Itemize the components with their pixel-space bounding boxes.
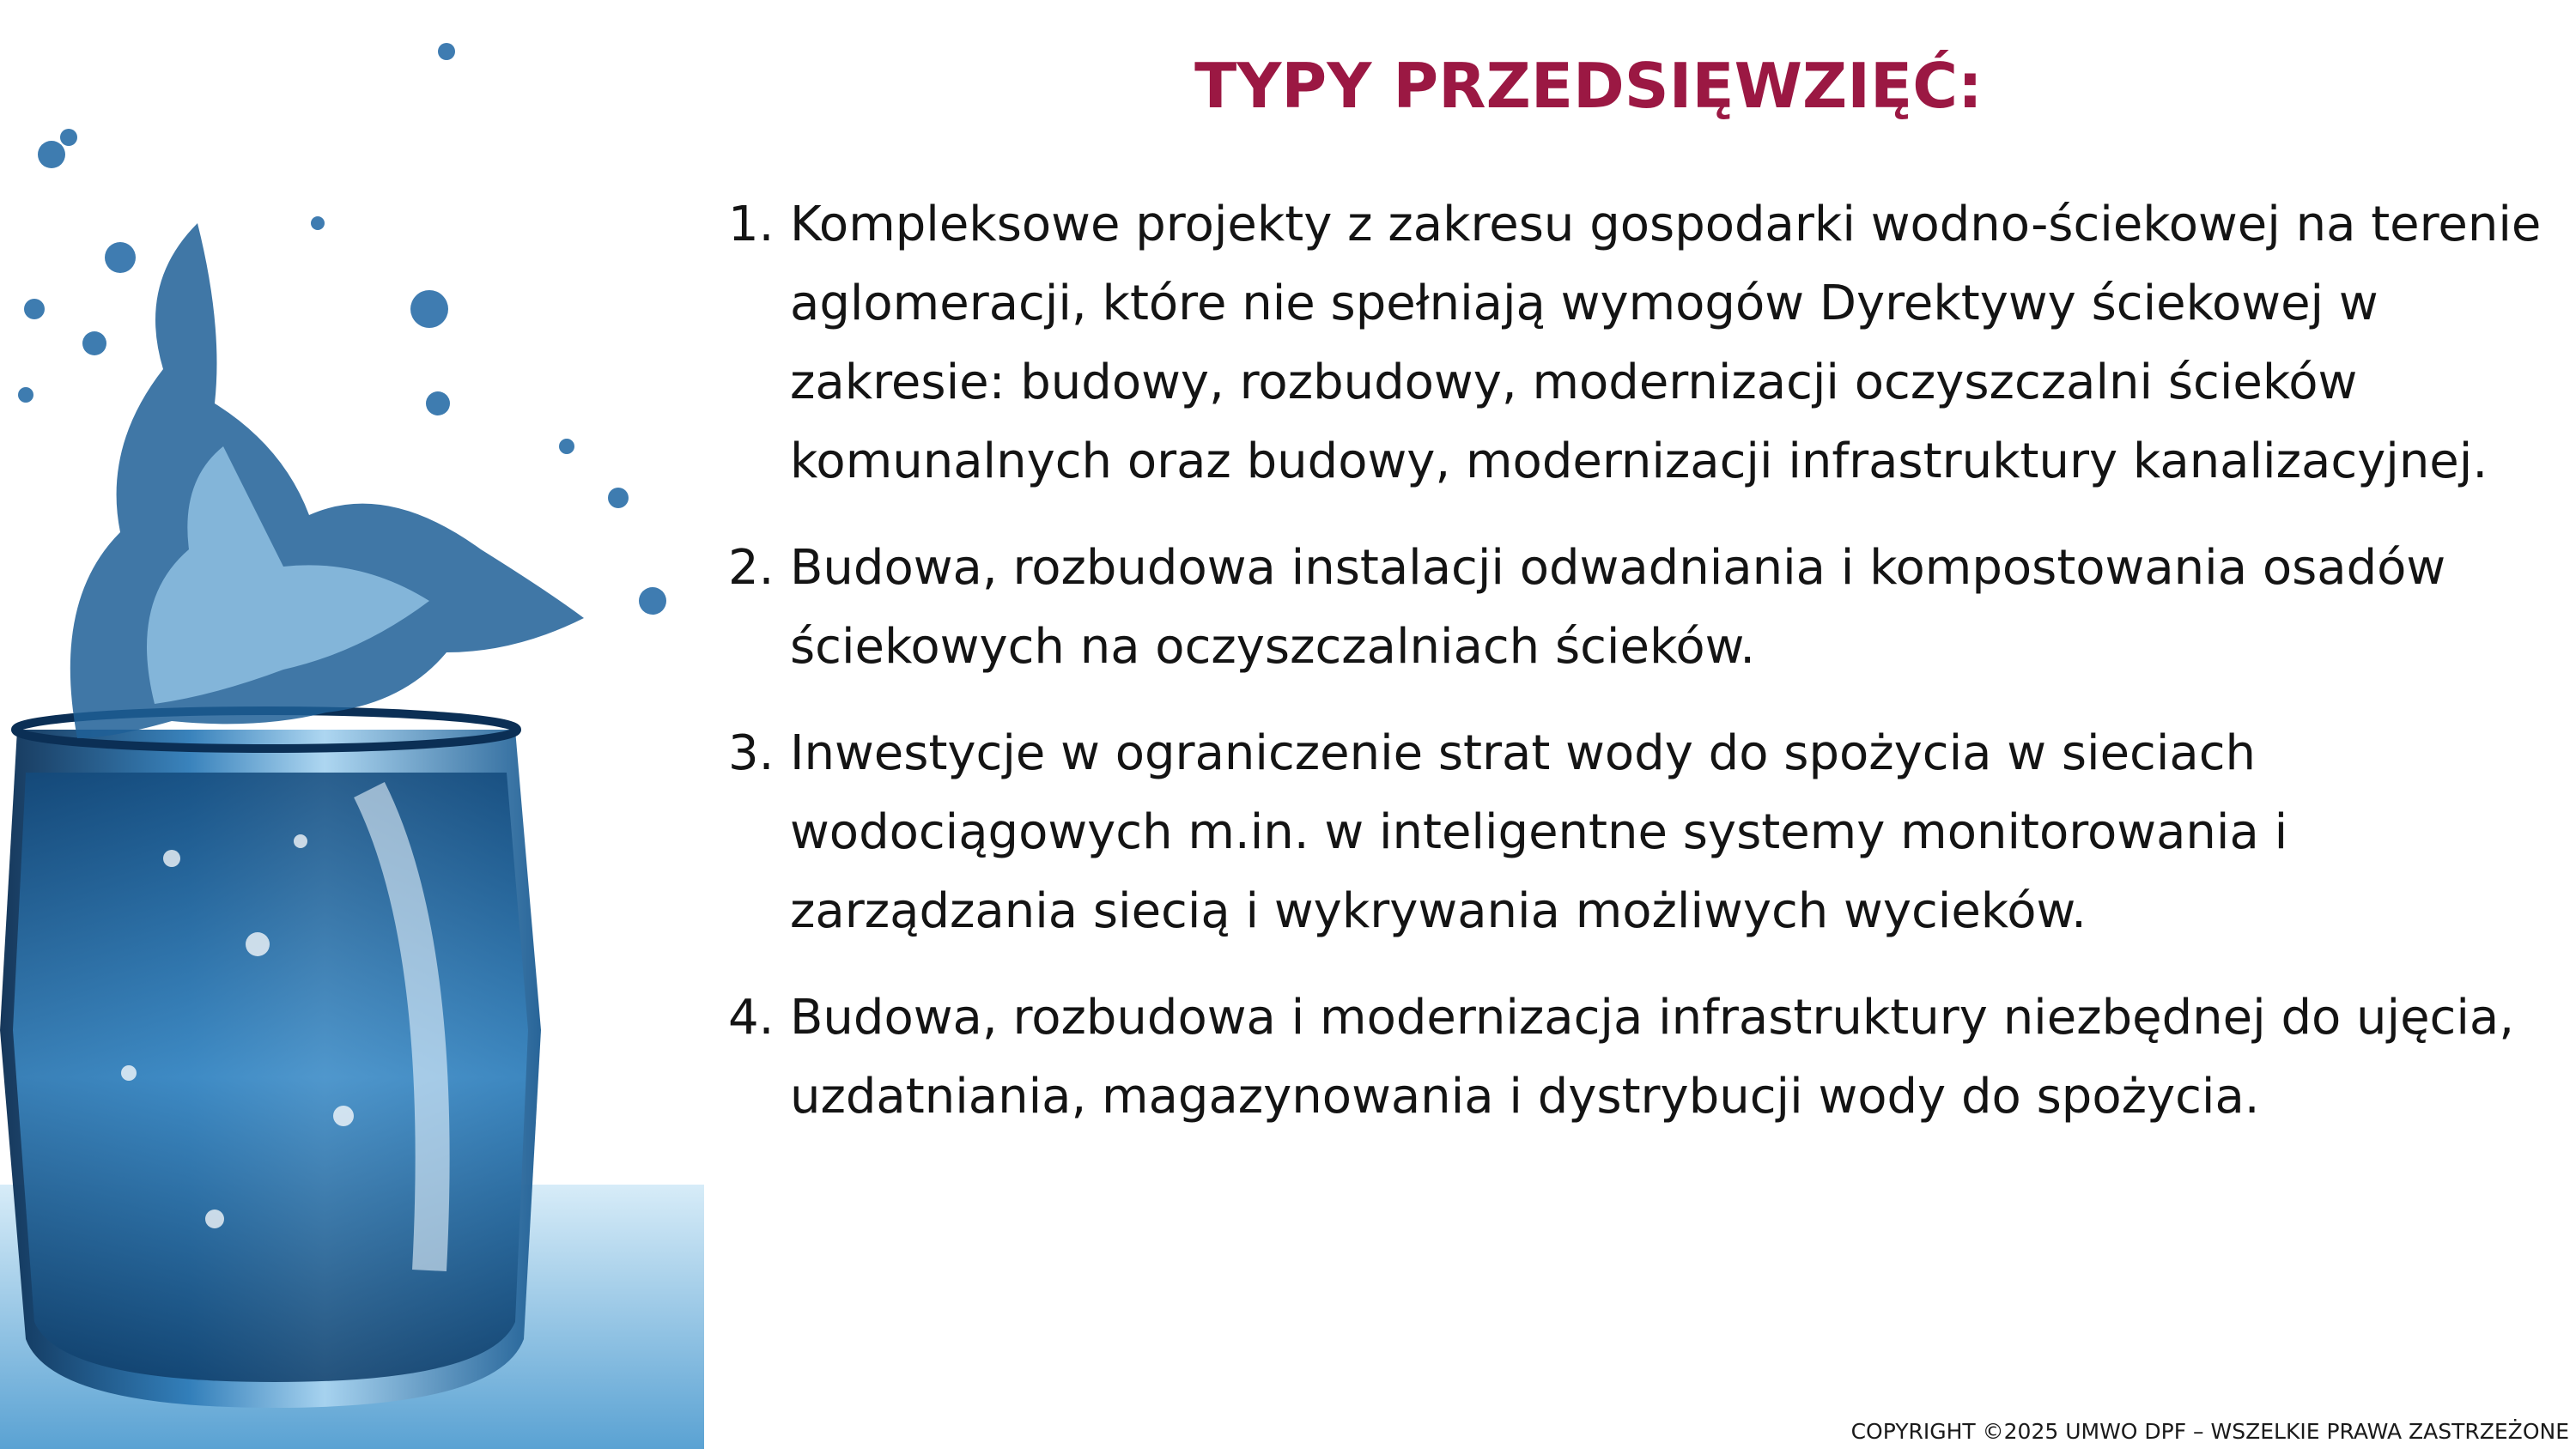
list-item [728,714,2549,951]
list-item [728,979,2549,1137]
list-item-text: Budowa, rozbudowa i modernizacja infrastruktury niezbędnej do ujęcia, uzdatniania, magazynowania i dystrybucji wody do spożycia. [790,990,2515,1125]
list-item-number: 2. [728,540,775,596]
project-types-list [728,185,2549,1164]
slide-title: TYPY PRZEDSIĘWZIĘĆ: [1194,50,1983,122]
list-item [728,185,2549,501]
list-item-text: Kompleksowe projekty z zakresu gospodarki wodno-ściekowej na terenie aglomeracji, które nie spełniają wymogów Dyrektywy ściekowej w zakresie: budowy, rozbudowy, modernizacji oczyszczalni ścieków komunalnych oraz budowy, modernizacji infrastruktury kanalizacyjnej. [790,197,2542,489]
list-item-number: 1. [728,197,775,252]
list-item [728,529,2549,687]
list-item-text: Inwestycje w ograniczenie strat wody do spożycia w sieciach wodociągowych m.in. w inteligentne systemy monitorowania i zarządzania siecią i wykrywania możliwych wycieków. [790,725,2288,939]
list-item-number: 4. [728,990,775,1046]
water-glass-image [0,0,704,1449]
list-item-text: Budowa, rozbudowa instalacji odwadniania i kompostowania osadów ściekowych na oczyszczalniach ścieków. [790,540,2446,675]
list-item-number: 3. [728,725,775,781]
copyright-notice: COPYRIGHT ©2025 UMWO DPF – WSZELKIE PRAWA ZASTRZEŻONE [1850,1419,2569,1444]
